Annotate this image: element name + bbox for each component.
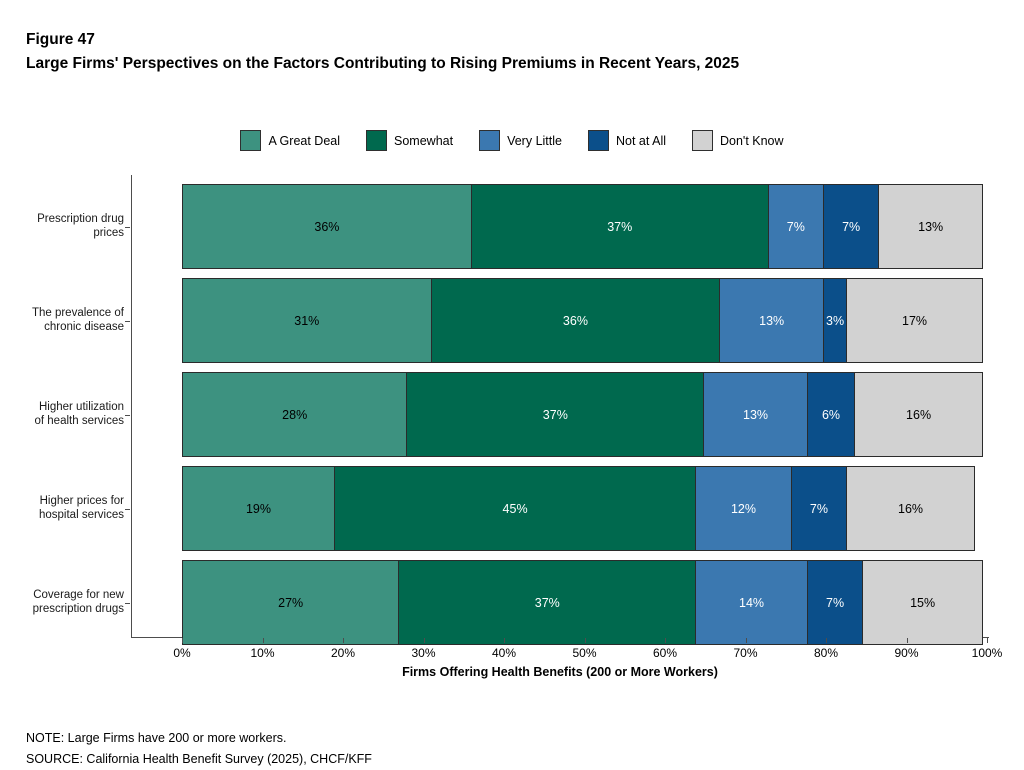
x-axis-tick-label: 60% xyxy=(652,646,678,660)
y-axis-label-line: chronic disease xyxy=(44,321,124,334)
bar-segment[interactable] xyxy=(719,278,824,363)
bar-value-label: 17% xyxy=(902,313,928,328)
bar-segment[interactable] xyxy=(431,278,721,363)
x-axis-tick-label: 10% xyxy=(250,646,275,660)
bar-value-label: 37% xyxy=(542,407,568,422)
bar-segment[interactable] xyxy=(878,184,983,269)
bar-value-label: 7% xyxy=(842,219,861,234)
bar-value-label: 28% xyxy=(282,407,308,422)
y-axis-label-line: The prevalence of xyxy=(31,306,124,319)
bar-row xyxy=(182,184,987,269)
legend-swatch-icon xyxy=(479,130,500,151)
x-axis-tick xyxy=(826,638,827,643)
legend-item-not-at-all[interactable] xyxy=(588,130,666,151)
bar-row xyxy=(182,560,987,645)
legend-item-a-great-deal[interactable] xyxy=(240,130,340,151)
bar-value-label: 7% xyxy=(809,501,828,516)
x-axis-tick xyxy=(424,638,425,643)
bar-segment[interactable] xyxy=(823,278,847,363)
bar-segment[interactable] xyxy=(846,466,975,551)
legend-label: A Great Deal xyxy=(268,133,341,148)
x-axis-tick-label: 30% xyxy=(411,646,436,660)
bar-value-label: 13% xyxy=(743,407,769,422)
x-axis-tick xyxy=(504,638,505,643)
bar-segment[interactable] xyxy=(695,466,792,551)
bar-segment[interactable] xyxy=(182,466,335,551)
bar-value-label: 36% xyxy=(314,219,340,234)
y-axis-label-line: Prescription drug xyxy=(37,212,124,225)
footnotes xyxy=(26,728,372,769)
bar-value-label: 13% xyxy=(759,313,785,328)
bar-value-label: 15% xyxy=(910,595,936,610)
y-axis-label xyxy=(6,400,124,430)
bar-segment[interactable] xyxy=(182,184,472,269)
y-axis-label-line: prescription drugs xyxy=(32,603,124,616)
bar-value-label: 36% xyxy=(562,313,588,328)
bar-value-label: 31% xyxy=(294,313,320,328)
y-axis-label-line: Higher utilization xyxy=(38,400,124,413)
x-axis-tick xyxy=(585,638,586,643)
x-axis-tick xyxy=(987,638,988,643)
bar-segment[interactable] xyxy=(182,560,399,645)
bar-value-label: 19% xyxy=(245,501,271,516)
y-axis-label-line: of health services xyxy=(34,415,124,428)
bar-value-label: 16% xyxy=(906,407,932,422)
x-axis-tick-label: 70% xyxy=(733,646,758,660)
legend-label: Don't Know xyxy=(720,133,784,148)
x-axis-tick xyxy=(343,638,344,643)
x-axis-tick xyxy=(746,638,747,643)
bar-value-label: 6% xyxy=(821,407,841,422)
x-axis-tick-label: 90% xyxy=(894,646,919,660)
legend-label: Very Little xyxy=(507,133,562,148)
bar-value-label: 27% xyxy=(278,595,304,610)
page-title: Large Firms' Perspectives on the Factors Contributing to Rising Premiums in Recent Years, 2025 xyxy=(26,55,740,73)
y-axis-label-line: hospital services xyxy=(38,509,124,522)
chart-legend xyxy=(0,130,1024,151)
x-axis-tick-label: 40% xyxy=(491,646,517,660)
bar-row xyxy=(182,372,987,457)
y-axis-tick xyxy=(125,415,130,416)
bar-value-label: 16% xyxy=(898,501,924,516)
y-axis-label-line: Higher prices for xyxy=(39,494,124,507)
bar-value-label: 7% xyxy=(826,595,845,610)
bar-segment[interactable] xyxy=(703,372,808,457)
y-axis-category-labels xyxy=(0,175,124,638)
bar-segment[interactable] xyxy=(807,372,855,457)
y-axis-label-line: Coverage for new xyxy=(33,588,124,601)
y-axis-line xyxy=(131,175,132,638)
y-axis-tick xyxy=(125,227,130,228)
y-axis-tick xyxy=(125,321,130,322)
y-axis-label xyxy=(6,212,124,242)
title-block xyxy=(26,28,986,76)
note-text: NOTE: Large Firms have 200 or more workers. xyxy=(26,731,287,745)
x-axis-title: Firms Offering Health Benefits (200 or More Workers) xyxy=(402,665,718,679)
bar-segment[interactable] xyxy=(471,184,769,269)
bar-segment[interactable] xyxy=(334,466,696,551)
legend-label: Not at All xyxy=(615,133,666,148)
legend-item-very-little[interactable] xyxy=(479,130,562,151)
bar-value-label: 7% xyxy=(786,219,805,234)
y-axis-tick xyxy=(125,509,130,510)
bar-segment[interactable] xyxy=(862,560,983,645)
bar-segment[interactable] xyxy=(406,372,704,457)
bar-segment[interactable] xyxy=(182,372,407,457)
figure-number: Figure 47 xyxy=(26,31,95,48)
x-axis-tick xyxy=(665,638,666,643)
y-axis-label-line: prices xyxy=(93,227,124,240)
bar-row xyxy=(182,278,987,363)
bar-value-label: 12% xyxy=(730,501,756,516)
bar-segment[interactable] xyxy=(398,560,696,645)
x-axis-tick-label: 50% xyxy=(572,646,597,660)
bar-segment[interactable] xyxy=(854,372,983,457)
bar-segment[interactable] xyxy=(695,560,808,645)
x-axis-tick-label: 80% xyxy=(813,646,839,660)
bar-segment[interactable] xyxy=(791,466,847,551)
x-axis-tick xyxy=(263,638,264,643)
bar-segment[interactable] xyxy=(768,184,824,269)
x-axis-tick-label: 0% xyxy=(173,646,191,660)
legend-swatch-icon xyxy=(240,130,261,151)
bar-value-label: 45% xyxy=(502,501,528,516)
bar-segment[interactable] xyxy=(846,278,983,363)
legend-label: Somewhat xyxy=(394,133,454,148)
bar-row xyxy=(182,466,987,551)
bar-value-label: 37% xyxy=(534,595,560,610)
bar-segment[interactable] xyxy=(807,560,863,645)
source-text: SOURCE: California Health Benefit Survey (2025), CHCF/KFF xyxy=(26,751,372,766)
y-axis-tick xyxy=(125,603,130,604)
y-axis-label xyxy=(6,306,124,336)
bar-segment[interactable] xyxy=(823,184,879,269)
legend-swatch-icon xyxy=(692,130,713,151)
x-axis-tick xyxy=(907,638,908,643)
y-axis-label xyxy=(6,588,124,618)
plot-area xyxy=(131,175,989,638)
bar-value-label: 14% xyxy=(739,595,765,610)
x-axis-tick xyxy=(182,638,183,643)
legend-item-somewhat[interactable] xyxy=(366,130,453,151)
x-axis-tick-label: 20% xyxy=(330,646,356,660)
legend-swatch-icon xyxy=(366,130,387,151)
bar-value-label: 3% xyxy=(826,313,845,328)
y-axis-label xyxy=(6,494,124,524)
x-axis-tick-label: 100% xyxy=(971,646,1003,660)
legend-item-don-t-know[interactable] xyxy=(692,130,784,151)
bar-value-label: 37% xyxy=(607,219,633,234)
bar-segment[interactable] xyxy=(182,278,432,363)
bar-value-label: 13% xyxy=(918,219,944,234)
legend-swatch-icon xyxy=(588,130,609,151)
